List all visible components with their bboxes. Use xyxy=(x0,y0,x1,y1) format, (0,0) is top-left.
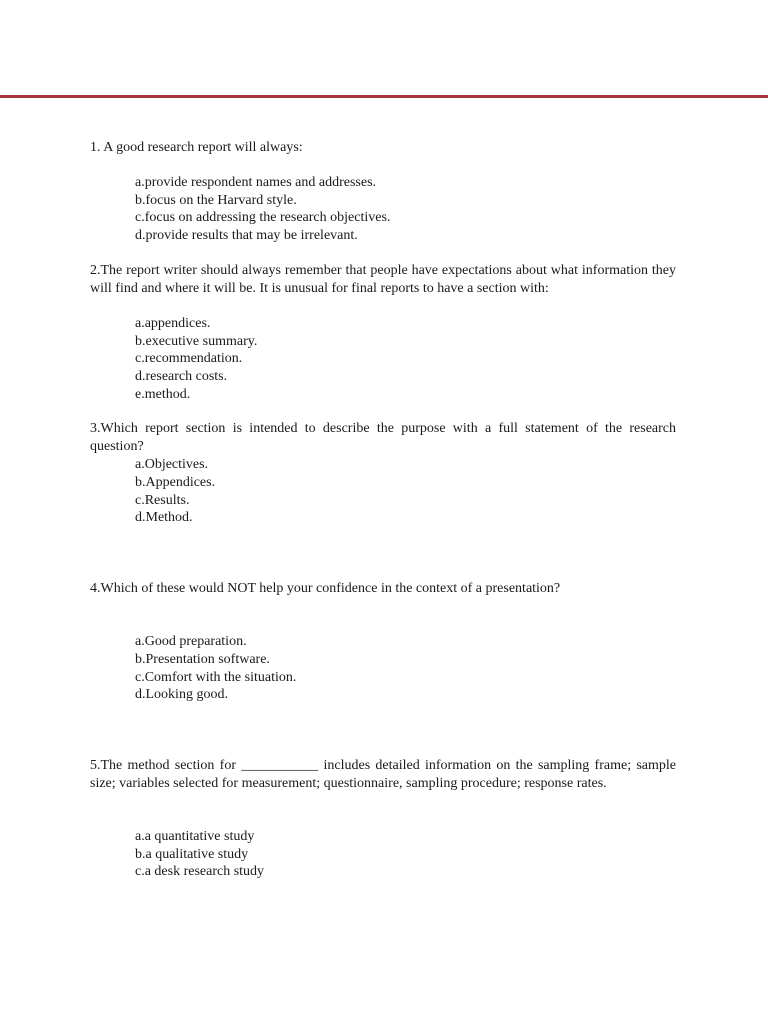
option-3b: b.Appendices. xyxy=(135,475,216,491)
question-4-options xyxy=(90,633,676,704)
option-5b: b.a qualitative study xyxy=(135,846,249,862)
question-2-options xyxy=(90,315,676,404)
option-4b: b.Presentation software. xyxy=(135,651,270,667)
option-1d: d.provide results that may be irrelevant. xyxy=(135,228,358,244)
option-3a: a.Objectives. xyxy=(135,457,209,473)
option-3c: c.Results. xyxy=(135,492,190,508)
question-3-options xyxy=(90,456,676,527)
question-1-options xyxy=(90,174,676,245)
option-2c: c.recommendation. xyxy=(135,351,243,367)
question-5 xyxy=(90,757,676,881)
option-2e: e.method. xyxy=(135,386,191,402)
option-1a: a.provide respondent names and addresses. xyxy=(135,175,377,190)
option-1c: c.focus on addressing the research objectives. xyxy=(135,210,391,226)
question-2 xyxy=(90,262,676,404)
option-2a: a.appendices. xyxy=(135,315,211,331)
question-4-text: 4.Which of these would NOT help your confidence in the context of a presentation? xyxy=(90,581,561,597)
option-1b: b.focus on the Harvard style. xyxy=(135,192,297,208)
question-5-text: 5.The method section for ___________ includes detailed information on the sampling frame; sample size; variables selected for measurement; questionnaire, sampling procedure; response rates. xyxy=(90,757,676,791)
question-1-text: 1. A good research report will always: xyxy=(90,140,303,155)
option-4a: a.Good preparation. xyxy=(135,634,247,650)
option-5a: a.a quantitative study xyxy=(135,828,255,844)
question-2-text: 2.The report writer should always remember that people have expectations about what information they will find and where it will be. It is unusual for final reports to have a section with: xyxy=(90,262,676,296)
option-2b: b.executive summary. xyxy=(135,333,258,349)
question-3-text: 3.Which report section is intended to describe the purpose with a full statement of the research question? xyxy=(90,421,676,455)
option-3d: d.Method. xyxy=(135,510,193,526)
option-4c: c.Comfort with the situation. xyxy=(135,669,297,685)
header-divider xyxy=(0,95,768,98)
question-5-options xyxy=(90,828,676,881)
option-5c: c.a desk research study xyxy=(135,864,265,880)
question-1 xyxy=(90,139,676,245)
option-4d: d.Looking good. xyxy=(135,687,228,703)
question-list xyxy=(90,139,676,881)
question-3 xyxy=(90,420,676,527)
question-4 xyxy=(90,580,676,704)
option-2d: d.research costs. xyxy=(135,368,228,384)
